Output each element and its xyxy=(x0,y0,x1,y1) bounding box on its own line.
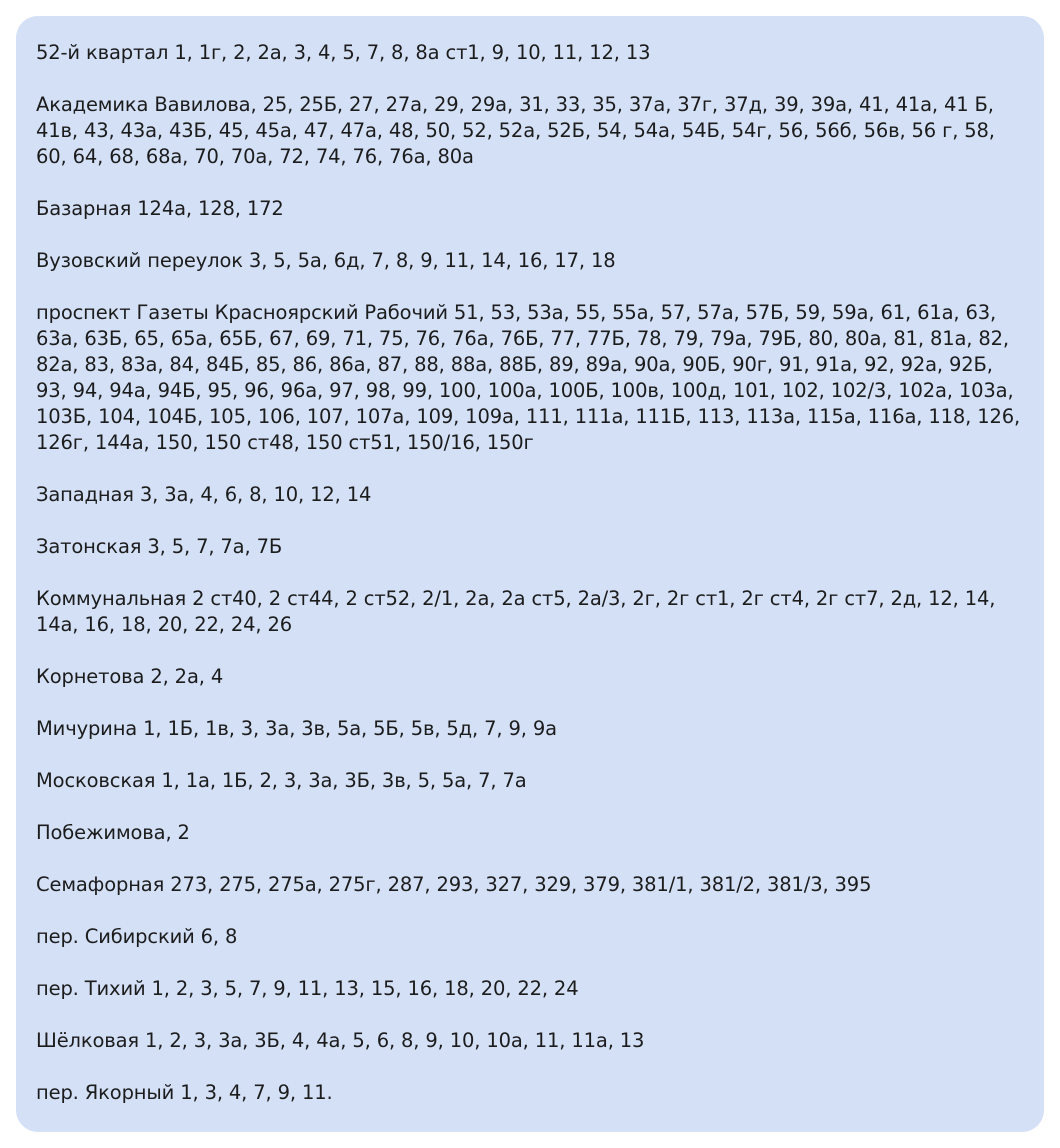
address-list-card xyxy=(16,16,1044,1132)
address-entry: пер. Тихий 1, 2, 3, 5, 7, 9, 11, 13, 15, 16, 18, 20, 22, 24 xyxy=(36,977,579,1000)
address-entry: Академика Вавилова, 25, 25Б, 27, 27а, 29, 29а, 31, 33, 35, 37а, 37г, 37д, 39, 39а, 41, 41а, 41 Б, 41в, 43, 43а, 43Б, 45, 45а, 47, 47а, 48, 50, 52, 52а, 52Б, 54, 54а, 54Б, 54г, 56, 56б, 56в, 56 г, 58, 60, 64, 68, 68а, 70, 70а, 72, 74, 76, 76а, 80а xyxy=(36,93,995,168)
address-entry: Вузовский переулок 3, 5, 5а, 6д, 7, 8, 9, 11, 14, 16, 17, 18 xyxy=(36,249,616,272)
address-entry: 52-й квартал 1, 1г, 2, 2а, 3, 4, 5, 7, 8, 8а ст1, 9, 10, 11, 12, 13 xyxy=(36,41,651,64)
address-entry: пер. Сибирский 6, 8 xyxy=(36,925,238,948)
address-entry: Побежимова, 2 xyxy=(36,821,190,844)
address-entry: Базарная 124а, 128, 172 xyxy=(36,197,284,220)
address-entry: пер. Якорный 1, 3, 4, 7, 9, 11. xyxy=(36,1081,333,1104)
address-entry: Затонская 3, 5, 7, 7а, 7Б xyxy=(36,535,283,558)
address-entry: Семафорная 273, 275, 275а, 275г, 287, 293, 327, 329, 379, 381/1, 381/2, 381/3, 395 xyxy=(36,873,872,896)
address-entry: проспект Газеты Красноярский Рабочий 51, 53, 53а, 55, 55а, 57, 57а, 57Б, 59, 59а, 61, 61а, 63, 63а, 63Б, 65, 65а, 65Б, 67, 69, 71, 75, 76, 76а, 76Б, 77, 77Б, 78, 79, 79а, 79Б, 80, 80а, 81, 81а, 82, 82а, 83, 83а, 84, 84Б, 85, 86, 86а, 87, 88, 88а, 88Б, 89, 89а, 90а, 90Б, 90г, 91, 91а, 92, 92а, 92Б, 93, 94, 94а, 94Б, 95, 96, 96а, 97, 98, 99, 100, 100а, 100Б, 100в, 100д, 101, 102, 102/3, 102а, 103а, 103Б, 104, 104Б, 105, 106, 107, 107а, 109, 109а, 111, 111а, 111Б, 113, 113а, 115а, 116а, 118, 126, 126г, 144а, 150, 150 ст48, 150 ст51, 150/16, 150г xyxy=(36,301,1021,454)
address-entry: Корнетова 2, 2а, 4 xyxy=(36,665,224,688)
address-entry: Шёлковая 1, 2, 3, 3а, 3Б, 4, 4а, 5, 6, 8, 9, 10, 10а, 11, 11а, 13 xyxy=(36,1029,645,1052)
address-entry: Мичурина 1, 1Б, 1в, 3, 3а, 3в, 5а, 5Б, 5в, 5д, 7, 9, 9а xyxy=(36,717,557,740)
address-entry: Московская 1, 1а, 1Б, 2, 3, 3а, 3Б, 3в, 5, 5а, 7, 7а xyxy=(36,769,527,792)
address-entry: Западная 3, 3а, 4, 6, 8, 10, 12, 14 xyxy=(36,483,372,506)
address-entry: Коммунальная 2 ст40, 2 ст44, 2 ст52, 2/1, 2а, 2а ст5, 2а/3, 2г, 2г ст1, 2г ст4, 2г ст7, 2д, 12, 14, 14а, 16, 18, 20, 22, 24, 26 xyxy=(36,587,996,636)
